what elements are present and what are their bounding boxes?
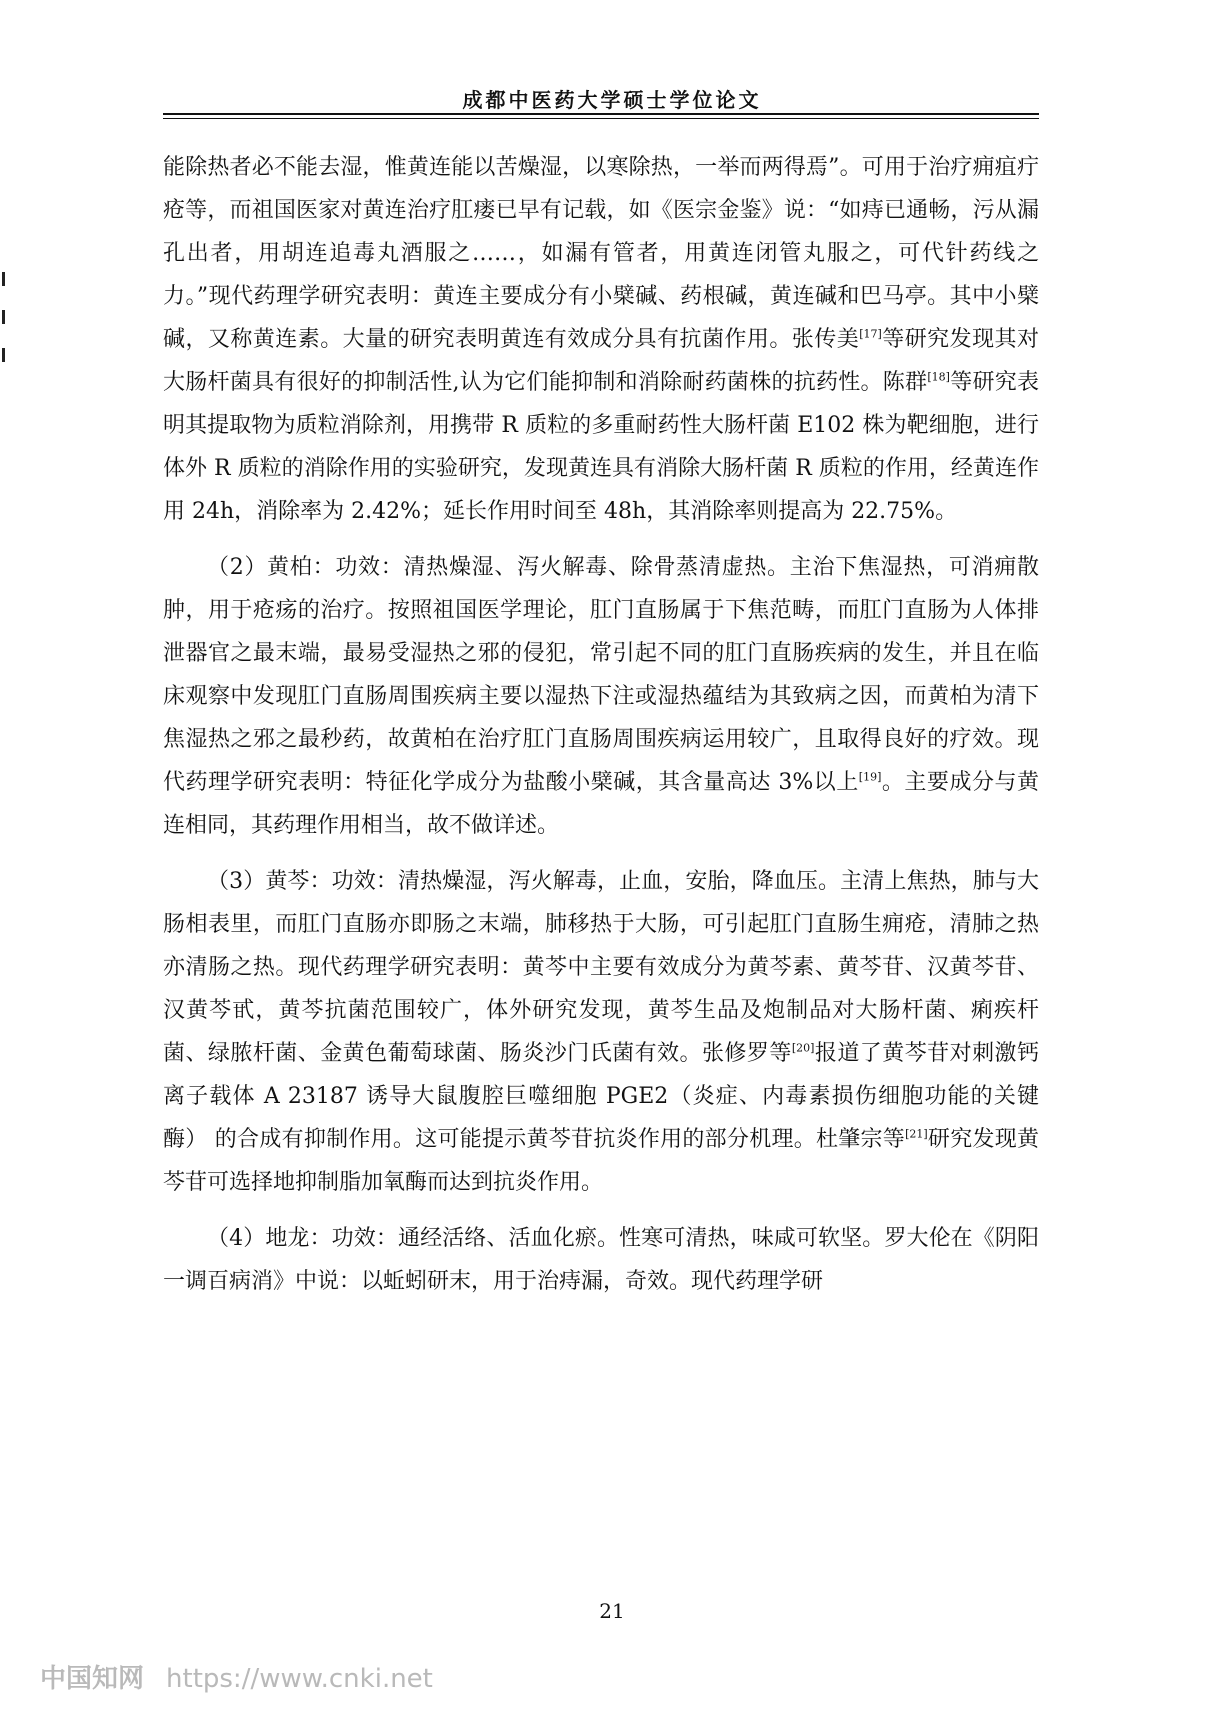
binding-mark bbox=[2, 348, 5, 362]
citation-ref: [20] bbox=[791, 1041, 815, 1055]
paragraph-text: 能除热者必不能去湿，惟黄连能以苦燥湿，以寒除热，一举而两得焉”。可用于治疗痈疽疔疮等，而祖国医家对黄连治疗肛瘘已早有记载，如《医宗金鉴》说：“如痔已通畅，污从漏孔出者，用胡连追毒丸酒服之……，如漏有管者，用黄连闭管丸服之，可代针药线之力。”现代药理学研究表明：黄连主要成分有小檗碱、药根碱，黄连碱和巴马亭。其中小檗碱，又称黄连素。大量的研究表明黄连有效成分具有抗菌作用。张传美 bbox=[163, 155, 1040, 352]
watermark-brand: 中国知网 bbox=[40, 1664, 145, 1694]
citation-ref: [19] bbox=[858, 770, 882, 784]
header-title: 成都中医药大学硕士学位论文 bbox=[462, 88, 762, 112]
page-number: 21 bbox=[599, 1599, 625, 1623]
body-paragraph bbox=[163, 1217, 1039, 1303]
citation-ref: [18] bbox=[927, 370, 950, 384]
body-paragraph bbox=[163, 146, 1039, 533]
paragraph-text: （2）黄柏：功效：清热燥湿、泻火解毒、除骨蒸清虚热。主治下焦湿热，可消痈散肿，用于疮疡的治疗。按照祖国医学理论，肛门直肠属于下焦范畴，而肛门直肠为人体排泄器官之最末端，最易受湿热之邪的侵犯，常引起不同的肛门直肠疾病的发生，并且在临床观察中发现肛门直肠周围疾病主要以湿热下注或湿热蕴结为其致病之因，而黄柏为清下焦湿热之邪之最秒药，故黄柏在治疗肛门直肠周围疾病运用较广，且取得良好的疗效。现代药理学研究表明：特征化学成分为盐酸小檗碱，其含量高达 3%以上 bbox=[163, 555, 1039, 795]
binding-mark bbox=[2, 310, 5, 324]
body-text bbox=[163, 146, 1039, 1316]
citation-ref: [21] bbox=[905, 1127, 928, 1141]
binding-mark bbox=[2, 272, 5, 286]
cnki-watermark bbox=[40, 1658, 433, 1695]
watermark-url: https://www.cnki.net bbox=[166, 1664, 433, 1694]
paragraph-text: （4）地龙：功效：通经活络、活血化瘀。性寒可清热，味咸可软坚。罗大伦在《阴阳一调百病消》中说：以蚯蚓研末，用于治痔漏，奇效。现代药理学研 bbox=[163, 1226, 1039, 1294]
paragraph-text: （3）黄芩：功效：清热燥湿，泻火解毒，止血，安胎，降血压。主清上焦热，肺与大肠相表里，而肛门直肠亦即肠之末端，肺移热于大肠，可引起肛门直肠生痈疮，清肺之热亦清肠之热。现代药理学研究表明：黄芩中主要有效成分为黄芩素、黄芩苷、汉黄芩苷、汉黄芩甙，黄芩抗菌范围较广，体外研究发现，黄芩生品及炮制品对大肠杆菌、痢疾杆菌、绿脓杆菌、金黄色葡萄球菌、肠炎沙门氏菌有效。张修罗等 bbox=[163, 869, 1039, 1066]
paragraph-text: 。主要成分与黄连相同，其药理作用相当，故不做详述。 bbox=[163, 770, 1039, 838]
paragraph-text: 等研究表明其提取物为质粒消除剂，用携带 R 质粒的多重耐药性大肠杆菌 E102 株为靶细胞，进行体外 R 质粒的消除作用的实验研究，发现黄连具有消除大肠杆菌 R 质粒的作用，经黄连作用 24h，消除率为 2.42%；延长作用时间至 48h，其消除率则提高为 22.75%。 bbox=[163, 370, 1039, 524]
paragraph-text: 研究发现黄芩苷可选择地抑制脂加氧酶而达到抗炎作用。 bbox=[163, 1127, 1039, 1195]
paragraph-text: 等研究发现其对大肠杆菌具有很好的抑制活性,认为它们能抑制和消除耐药菌株的抗药性。陈群 bbox=[163, 327, 1039, 395]
margin-binding-marks bbox=[2, 272, 6, 386]
citation-ref: [17] bbox=[859, 327, 882, 341]
body-paragraph bbox=[163, 860, 1039, 1204]
header-divider bbox=[163, 113, 1039, 119]
body-paragraph bbox=[163, 546, 1039, 847]
paragraph-text: 报道了黄芩苷对刺激钙离子载体 A 23187 诱导大鼠腹腔巨噬细胞 PGE2（炎症、内毒素损伤细胞功能的关键酶） 的合成有抑制作用。这可能提示黄芩苷抗炎作用的部分机理。杜肇宗等 bbox=[163, 1041, 1039, 1152]
